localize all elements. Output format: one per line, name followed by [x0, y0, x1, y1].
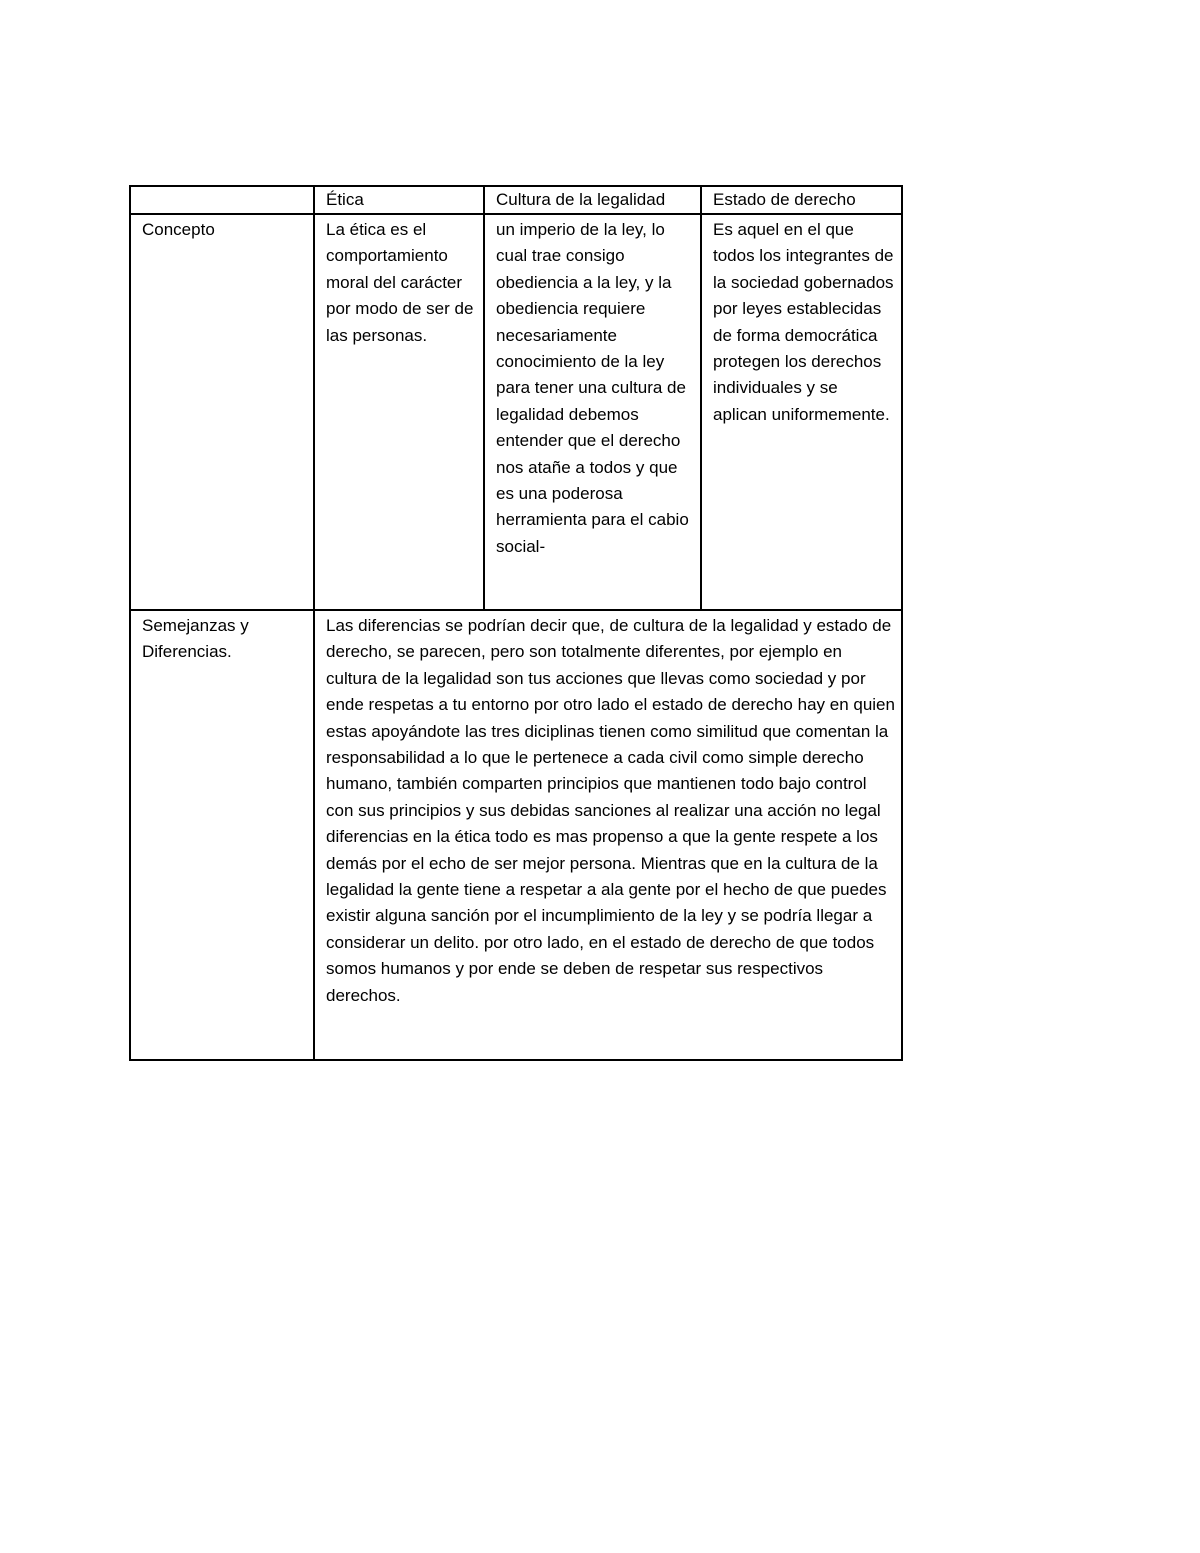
header-etica: Ética: [314, 186, 484, 214]
table-row-concepto: [130, 214, 902, 610]
header-blank-cell: [130, 186, 314, 214]
table-row-semejanzas: [130, 610, 902, 1060]
cell-concepto-estado: Es aquel en el que todos los integrantes de la sociedad gobernados por leyes establecidas de forma democrática protegen los derechos individuales y se aplican uniformemente.: [701, 214, 902, 610]
cell-concepto-cultura: un imperio de la ley, lo cual trae consigo obediencia a la ley, y la obediencia requiere necesariamente conocimiento de la ley para tener una cultura de legalidad debemos entender que el derecho nos atañe a todos y que es una poderosa herramienta para el cabio social-: [484, 214, 701, 610]
header-cultura-legalidad: Cultura de la legalidad: [484, 186, 701, 214]
header-estado-derecho: Estado de derecho: [701, 186, 902, 214]
cell-concepto-etica: La ética es el comportamiento moral del carácter por modo de ser de las personas.: [314, 214, 484, 610]
table-header-row: [130, 186, 902, 214]
comparison-table: [129, 185, 903, 1061]
row-label-semejanzas: Semejanzas y Diferencias.: [130, 610, 314, 1060]
cell-semejanzas-text: Las diferencias se podrían decir que, de cultura de la legalidad y estado de derecho, se parecen, pero son totalmente diferentes, por ejemplo en cultura de la legalidad son tus acciones que llevas como sociedad y por ende respetas a tu entorno por otro lado el estado de derecho hay en quien estas apoyándote las tres diciplinas tienen como similitud que comentan la responsabilidad a lo que le pertenece a cada civil como simple derecho humano, también comparten principios que mantienen todo bajo control con sus principios y sus debidas sanciones al realizar una acción no legal diferencias en la ética todo es mas propenso a que la gente respete a los demás por el echo de ser mejor persona. Mientras que en la cultura de la legalidad la gente tiene a respetar a ala gente por el hecho de que puedes existir alguna sanción por el incumplimiento de la ley y se podría llegar a considerar un delito. por otro lado, en el estado de derecho de que todos somos humanos y por ende se deben de respetar sus respectivos derechos.: [314, 610, 902, 1060]
row-label-concepto: Concepto: [130, 214, 314, 610]
